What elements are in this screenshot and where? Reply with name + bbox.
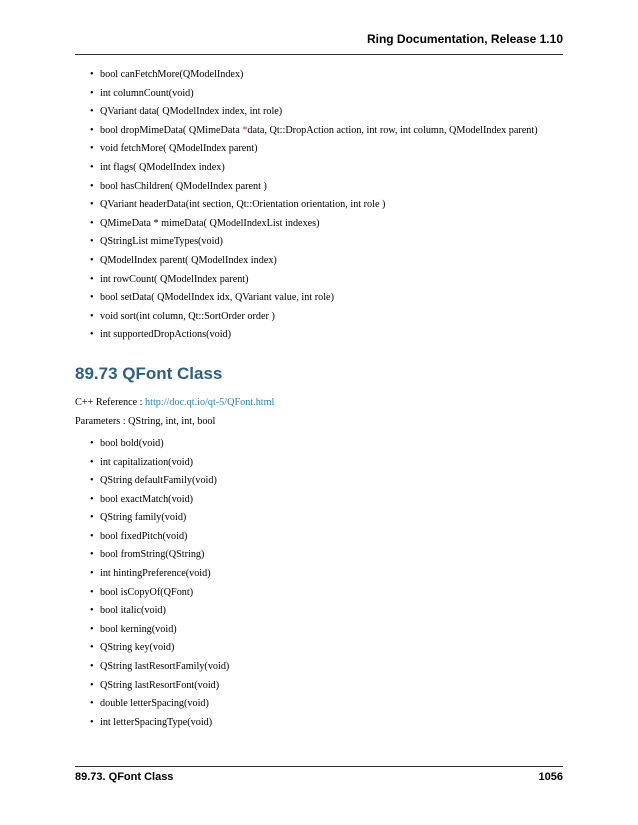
list-item: • bool fromString(QString): [90, 546, 563, 565]
list-item: • int supportedDropActions(void): [90, 326, 563, 345]
list-item: • QModelIndex parent( QModelIndex index): [90, 252, 563, 271]
footer-section-title: 89.73. QFont Class: [75, 771, 174, 783]
page-number: 1056: [538, 771, 563, 783]
footer-rule: [75, 766, 563, 767]
list-item: • int columnCount(void): [90, 85, 563, 104]
list-item: • void sort(int column, Qt::SortOrder order ): [90, 308, 563, 327]
list-item: • bool exactMatch(void): [90, 491, 563, 510]
list-item: • bool canFetchMore(QModelIndex): [90, 66, 563, 85]
list-item: • void fetchMore( QModelIndex parent): [90, 140, 563, 159]
page-content: [75, 66, 563, 732]
list-item: • QVariant data( QModelIndex index, int role): [90, 103, 563, 122]
asterisk-mark: *: [242, 124, 248, 136]
list-item: • bool kerning(void): [90, 621, 563, 640]
list-item-drop-mime-data: [90, 122, 563, 141]
list-item: • int rowCount( QModelIndex parent): [90, 271, 563, 290]
list-item: • double letterSpacing(void): [90, 695, 563, 714]
list-item: • int flags( QModelIndex index): [90, 159, 563, 178]
list-item-text: bool dropMimeData( QMimeData: [100, 124, 243, 136]
list-item: • bool fixedPitch(void): [90, 528, 563, 547]
list-item: • QString lastResortFamily(void): [90, 658, 563, 677]
list-item: • int capitalization(void): [90, 454, 563, 473]
list-item: • QString family(void): [90, 509, 563, 528]
list-item-text: data, Qt::DropAction action, int row, int column, QModelIndex parent): [247, 124, 538, 136]
list-item: • QString defaultFamily(void): [90, 472, 563, 491]
list-item: • QStringList mimeTypes(void): [90, 233, 563, 252]
method-list-top: [75, 66, 563, 345]
list-item: • bool bold(void): [90, 435, 563, 454]
list-item: • int letterSpacingType(void): [90, 714, 563, 733]
list-item: • bool isCopyOf(QFont): [90, 584, 563, 603]
method-list-bottom: [75, 435, 563, 733]
page-header-title: Ring Documentation, Release 1.10: [366, 32, 563, 46]
header-rule: [75, 54, 563, 55]
list-item: • bool italic(void): [90, 602, 563, 621]
list-item: • int hintingPreference(void): [90, 565, 563, 584]
reference-label: C++ Reference :: [75, 396, 146, 408]
list-item: • QString key(void): [90, 639, 563, 658]
list-item: • QVariant headerData(int section, Qt::Orientation orientation, int role ): [90, 196, 563, 215]
list-item: • bool hasChildren( QModelIndex parent ): [90, 178, 563, 197]
section-heading: 89.73 QFont Class: [75, 363, 223, 383]
list-item: • QString lastResortFont(void): [90, 677, 563, 696]
list-item: • bool setData( QModelIndex idx, QVariant value, int role): [90, 289, 563, 308]
list-item: • QMimeData * mimeData( QModelIndexList indexes): [90, 215, 563, 234]
cpp-reference-line: [75, 397, 563, 409]
parameters-line: Parameters : QString, int, int, bool: [75, 415, 216, 427]
reference-link[interactable]: http://doc.qt.io/qt-5/QFont.html: [145, 396, 275, 408]
